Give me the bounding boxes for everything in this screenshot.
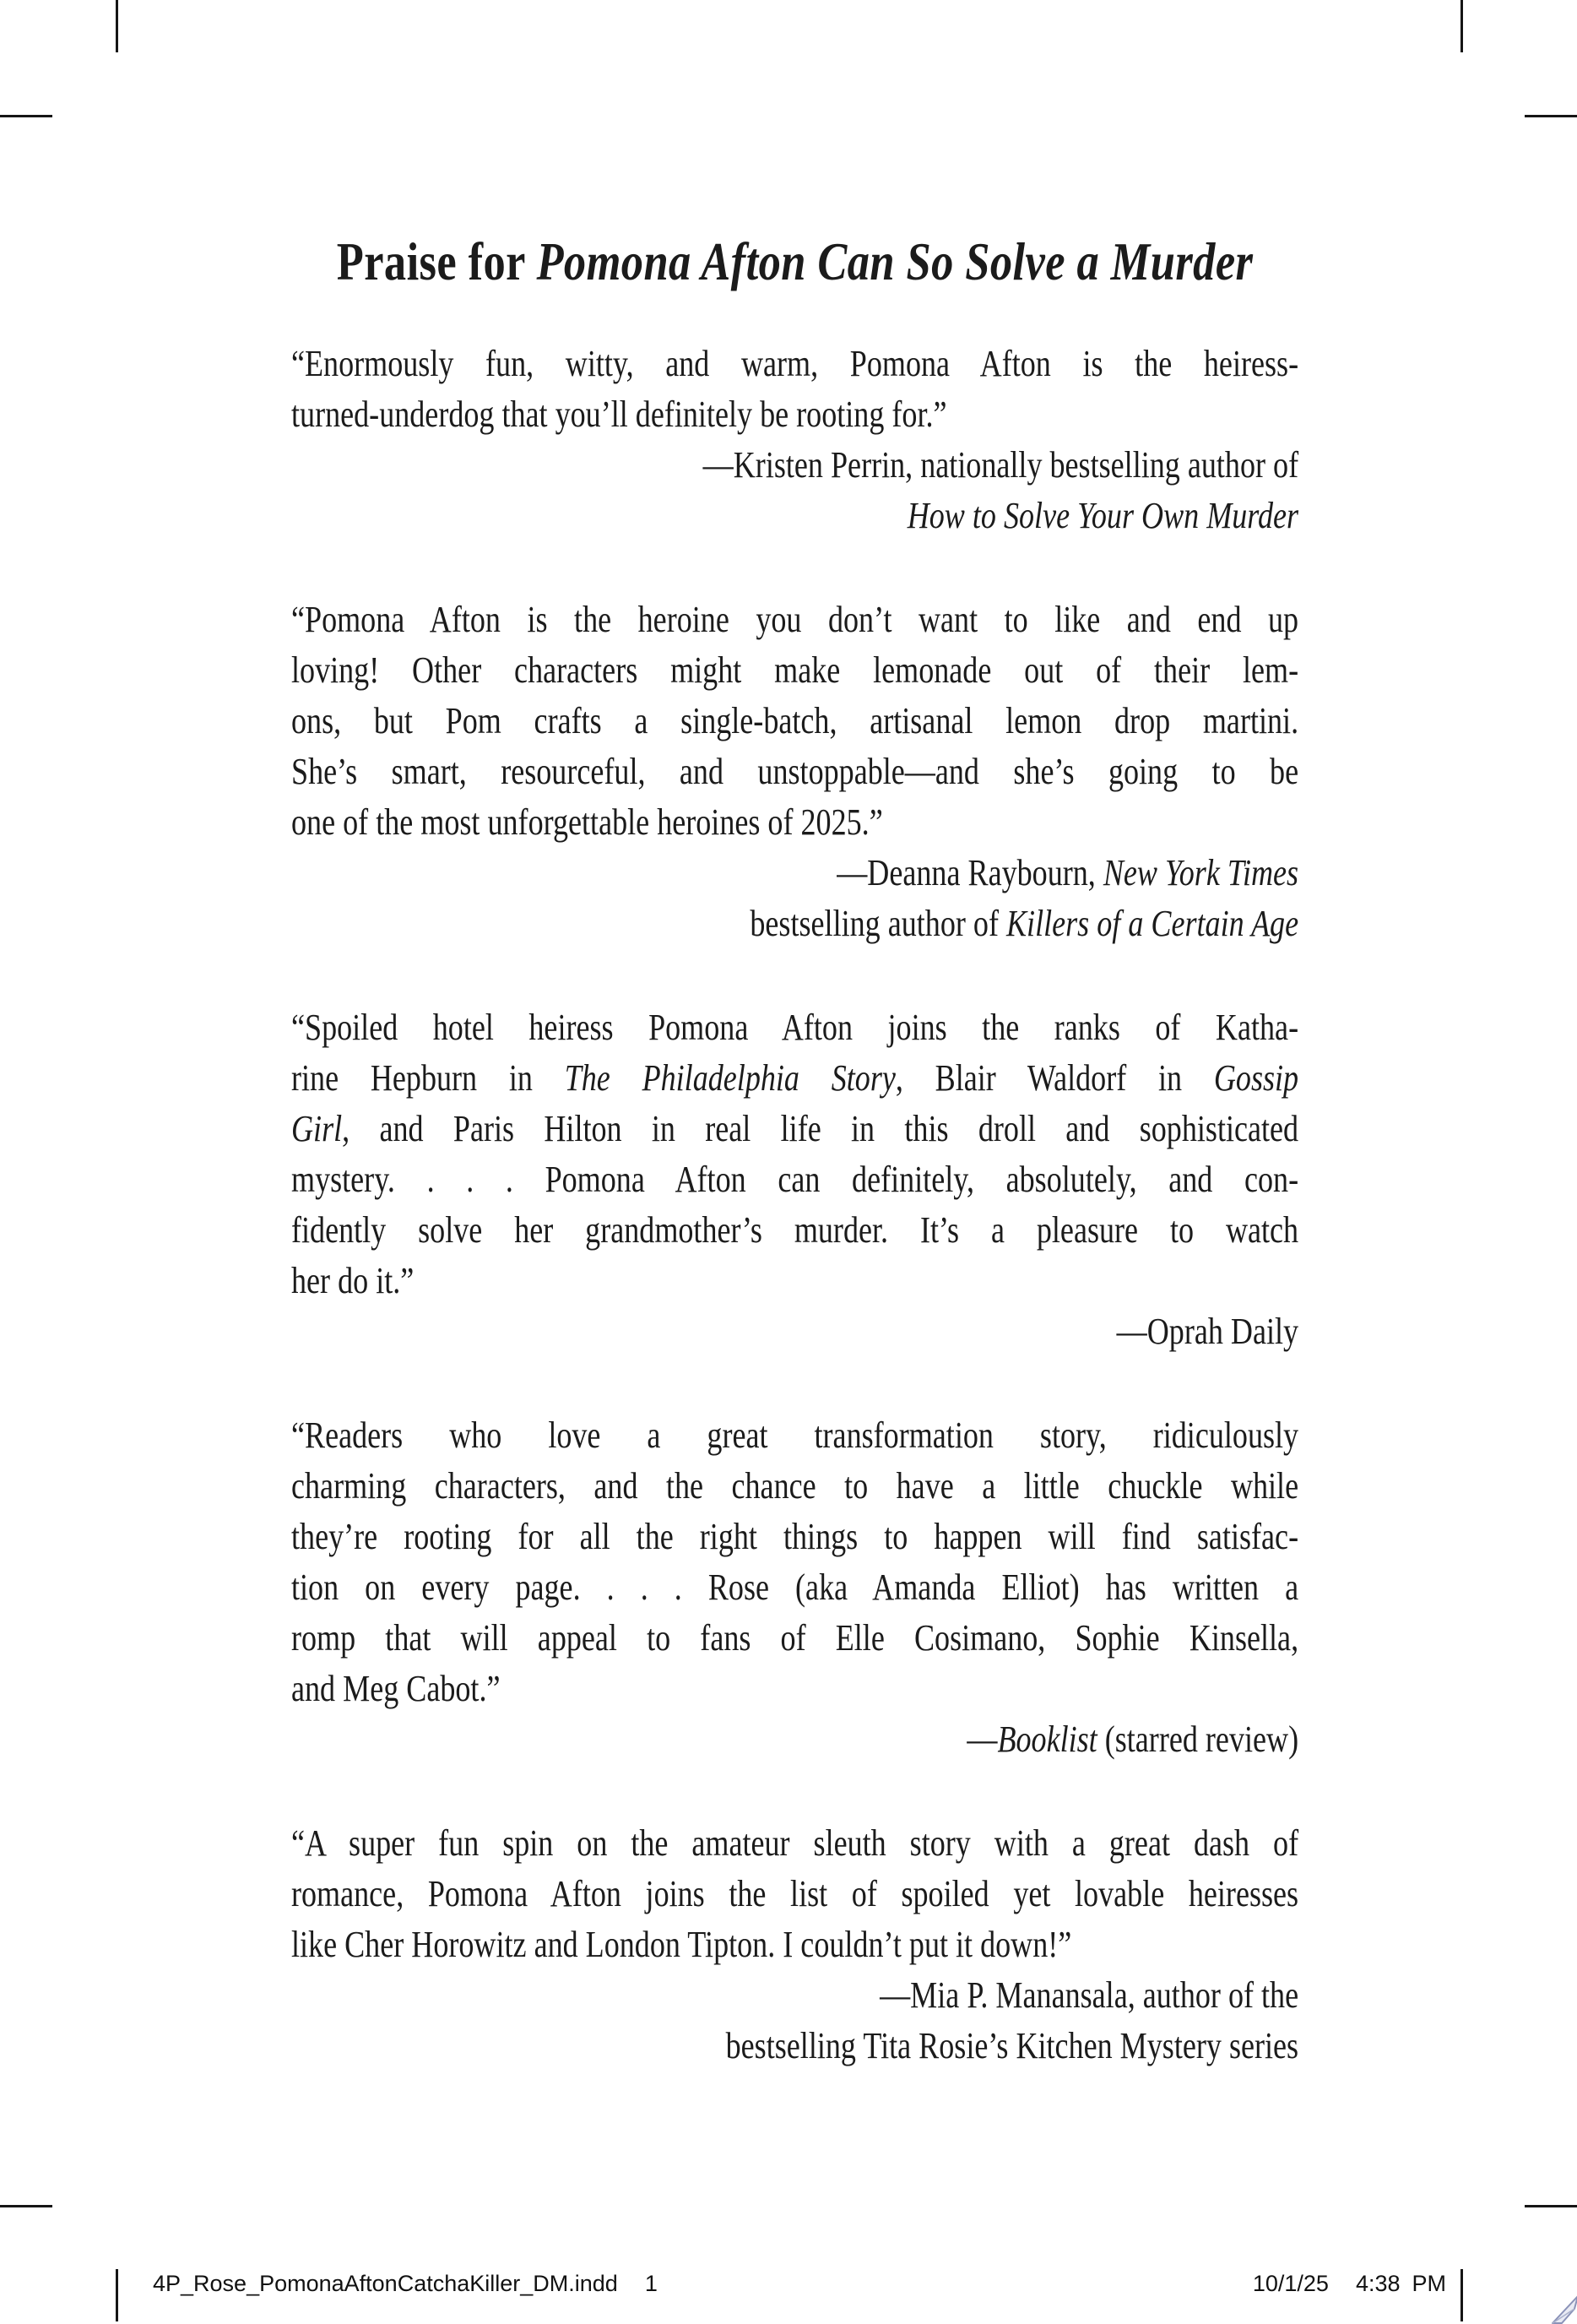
- quote-body-line: “Spoiled hotel heiress Pomona Afton joins the ranks of Katha-: [291, 1007, 1299, 1048]
- crop-mark-top-right-horizontal: [1525, 115, 1577, 117]
- quote-attribution-line: —Oprah Daily: [1116, 1311, 1299, 1352]
- quote-block-mia-manansala: [291, 1818, 1298, 2072]
- quote-block-booklist: [291, 1410, 1298, 1765]
- crop-mark-bottom-left-horizontal: [0, 2205, 52, 2207]
- quote-body-line: “A super fun spin on the amateur sleuth story with a great dash of: [291, 1822, 1299, 1864]
- quote-body-line: rine Hepburn in The Philadelphia Story, Blair Waldorf in Gossip: [291, 1057, 1299, 1099]
- quote-body-line: Girl, and Paris Hilton in real life in this droll and sophisticated: [291, 1108, 1299, 1149]
- slug-time: 4:38: [1355, 2271, 1401, 2296]
- quote-body-line: her do it.”: [291, 1260, 415, 1301]
- quote-body-line: “Readers who love a great transformation story, ridiculously: [291, 1414, 1299, 1456]
- crop-mark-top-right-vertical: [1460, 0, 1463, 52]
- slug-date: 10/1/25: [1252, 2271, 1329, 2296]
- quote-attribution-line: How to Solve Your Own Murder: [907, 495, 1299, 536]
- quote-block-oprah-daily: [291, 1002, 1298, 1357]
- quote-body-line: loving! Other characters might make lemonade out of their lem-: [291, 649, 1299, 691]
- page-title-prefix: Praise for: [336, 231, 537, 291]
- crop-mark-bottom-right-vertical: [1460, 2269, 1463, 2321]
- quote-body-line: one of the most unforgettable heroines of 2025.”: [291, 801, 883, 843]
- quote-attribution-line: —Booklist (starred review): [967, 1719, 1299, 1760]
- slug-datetime-line: [1253, 2271, 1446, 2296]
- page-title-book-name: Pomona Afton Can So Solve a Murder: [536, 231, 1254, 291]
- quote-body-line: like Cher Horowitz and London Tipton. I couldn’t put it down!”: [291, 1924, 1072, 1965]
- quote-body-line: She’s smart, resourceful, and unstoppable—and she’s going to be: [291, 751, 1299, 792]
- slug-filename: 4P_Rose_PomonaAftonCatchaKiller_DM.indd: [153, 2271, 618, 2296]
- crop-mark-top-left-horizontal: [0, 115, 52, 117]
- quote-body-line: ons, but Pom crafts a single-batch, artisanal lemon drop martini.: [291, 700, 1299, 741]
- quote-body-line: and Meg Cabot.”: [291, 1668, 501, 1709]
- quote-attribution-line: —Deanna Raybourn, New York Times: [837, 852, 1299, 893]
- slug-page-number: 1: [644, 2271, 658, 2296]
- quote-body-line: fidently solve her grandmother’s murder. It’s a pleasure to watch: [291, 1209, 1299, 1251]
- quote-body-line: romance, Pomona Afton joins the list of spoiled yet lovable heiresses: [291, 1873, 1299, 1914]
- quote-attribution-line: —Kristen Perrin, nationally bestselling author of: [702, 444, 1299, 486]
- quote-body-line: they’re rooting for all the right things to happen will find satisfac-: [291, 1516, 1299, 1557]
- quote-attribution-line: —Mia P. Manansala, author of the: [880, 1974, 1299, 2016]
- slug-filename-line: [153, 2271, 658, 2296]
- quote-block-kristen-perrin: [291, 339, 1298, 541]
- quote-attribution-line: bestselling Tita Rosie’s Kitchen Mystery series: [725, 2025, 1299, 2066]
- quote-body-line: mystery. . . . Pomona Afton can definitely, absolutely, and con-: [291, 1159, 1299, 1200]
- quote-body-line: romp that will appeal to fans of Elle Cosimano, Sophie Kinsella,: [291, 1617, 1299, 1659]
- quote-body-line: “Pomona Afton is the heroine you don’t want to like and end up: [291, 599, 1299, 640]
- page-title: [291, 232, 1298, 291]
- slug-meridiem: PM: [1412, 2271, 1446, 2296]
- paper-plane-cursor-icon: [1552, 2294, 1577, 2324]
- quote-body-line: tion on every page. . . . Rose (aka Amanda Elliot) has written a: [291, 1567, 1299, 1608]
- quote-attribution-line: bestselling author of Killers of a Certain Age: [750, 903, 1299, 944]
- crop-mark-bottom-right-horizontal: [1525, 2205, 1577, 2207]
- quote-body-line: turned-underdog that you’ll definitely be rooting for.”: [291, 394, 947, 435]
- quote-block-deanna-raybourn: [291, 595, 1298, 949]
- quote-body-line: charming characters, and the chance to have a little chuckle while: [291, 1465, 1299, 1507]
- crop-mark-top-left-vertical: [116, 0, 118, 52]
- crop-mark-bottom-left-vertical: [116, 2269, 118, 2321]
- quote-body-line: “Enormously fun, witty, and warm, Pomona Afton is the heiress-: [291, 343, 1299, 384]
